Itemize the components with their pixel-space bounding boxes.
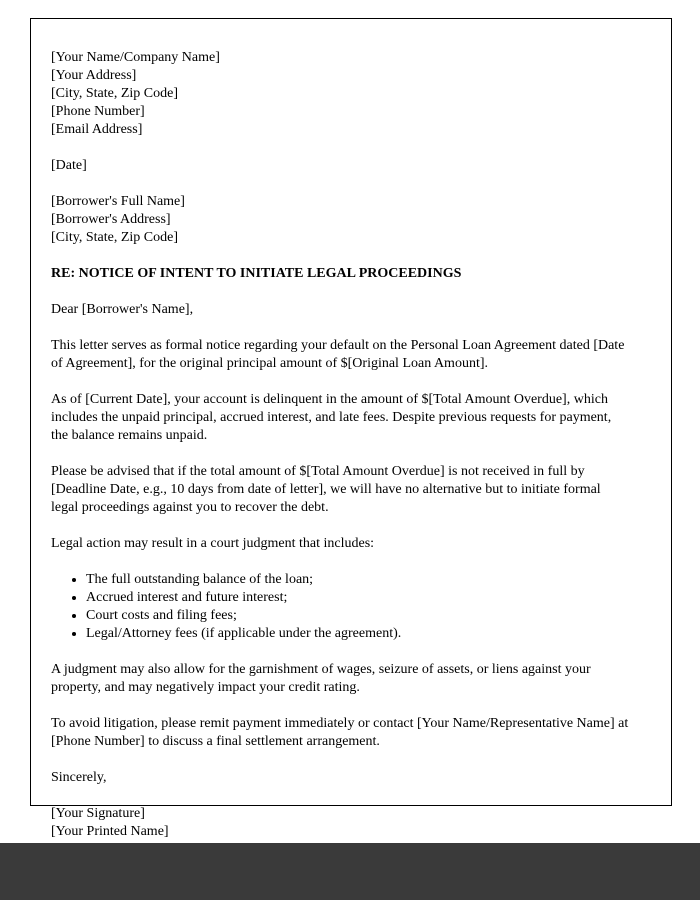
- date-line: [Date]: [51, 158, 87, 173]
- document-page: [30, 18, 672, 839]
- signature-line: [Your Signature]: [51, 806, 145, 821]
- body-paragraph: A judgment may also allow for the garnishment of wages, seizure of assets, or liens against your property, and may negatively impact your credit rating.: [51, 662, 591, 695]
- body-paragraph: Legal action may result in a court judgment that includes:: [51, 536, 375, 551]
- body-paragraph: This letter serves as formal notice regarding your default on the Personal Loan Agreement dated [Date of Agreement], for the original principal amount of $[Original Loan Amount].: [51, 338, 625, 371]
- recipient-line: [Borrower's Full Name]: [51, 194, 185, 209]
- sender-line: [City, State, Zip Code]: [51, 86, 179, 101]
- signature-line: [Your Printed Name]: [51, 824, 169, 839]
- bullet-item: • The full outstanding balance of the loan;: [86, 571, 629, 589]
- body-paragraph: As of [Current Date], your account is delinquent in the amount of $[Total Amount Overdue], which includes the unpaid principal, accrued interest, and late fees. Despite previous requests for payment, the balance remains unpaid.: [51, 392, 612, 443]
- sender-line: [Phone Number]: [51, 104, 145, 119]
- bullet-item: • Accrued interest and future interest;: [86, 589, 629, 607]
- sender-line: [Your Address]: [51, 68, 137, 83]
- recipient-line: [City, State, Zip Code]: [51, 230, 179, 245]
- bullet-item: • Legal/Attorney fees (if applicable under the agreement).: [86, 625, 629, 643]
- recipient-block: [51, 193, 629, 247]
- closing: Sincerely,: [51, 770, 107, 785]
- sender-block: [51, 49, 629, 139]
- bullet-item: • Court costs and filing fees;: [86, 607, 629, 625]
- recipient-line: [Borrower's Address]: [51, 212, 171, 227]
- bullet-list: [51, 571, 629, 643]
- bottom-dark-bar: [0, 843, 700, 900]
- sender-line: [Email Address]: [51, 122, 143, 137]
- body-paragraph: To avoid litigation, please remit payment immediately or contact [Your Name/Representative Name] at [Phone Number] to discuss a final settlement arrangement.: [51, 716, 629, 749]
- sender-line: [Your Name/Company Name]: [51, 50, 220, 65]
- salutation: Dear [Borrower's Name],: [51, 302, 194, 317]
- signature-block: [51, 805, 629, 841]
- subject-line: RE: NOTICE OF INTENT TO INITIATE LEGAL PROCEEDINGS: [51, 266, 462, 281]
- body-paragraph: Please be advised that if the total amount of $[Total Amount Overdue] is not received in full by [Deadline Date, e.g., 10 days from date of letter], we will have no alternative but to initiate formal legal proceedings against you to recover the debt.: [51, 464, 601, 515]
